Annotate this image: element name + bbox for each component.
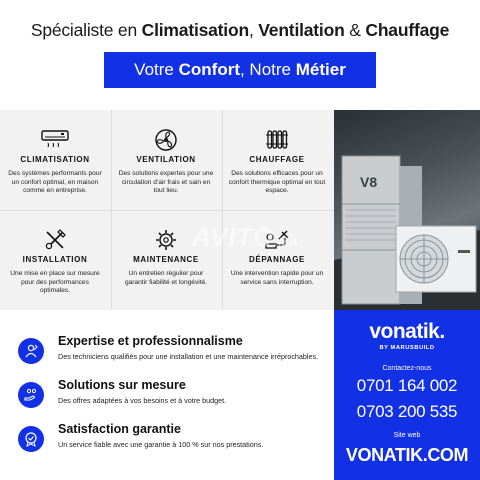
service-desc: Un entretien régulier pour garantir fiabilité et longévité. [124,270,208,286]
air-conditioner-icon [0,128,110,152]
service-title: CLIMATISATION [20,155,90,164]
feature-title: Satisfaction garantie [58,422,181,436]
guarantee-badge-icon [18,426,44,452]
feature-expertise [16,332,332,372]
phone-number-1[interactable]: 0701 164 002 [356,376,458,395]
services-grid [0,110,334,310]
watermark-text: AVITO [192,222,275,252]
service-title: VENTILATION [136,155,196,164]
banner-mid: , Notre [239,60,292,79]
service-desc: Une mise en place sur mesure pour des performances optimales. [10,270,100,295]
phone-number-2[interactable]: 0703 200 535 [356,402,458,421]
headline-sep: & [344,20,366,40]
brand-subtitle: BY MARUSBUILD [379,345,435,351]
service-title: INSTALLATION [22,255,88,264]
service-title: CHAUFFAGE [249,155,305,164]
fan-icon [111,128,221,152]
service-chauffage [222,110,332,210]
slogan-banner [104,52,376,88]
service-title: MAINTENANCE [133,255,199,264]
service-desc: Des solutions expertes pour une circulation d'air frais et sain en tout lieu. [118,170,214,195]
website-label: Site web [393,432,421,439]
feature-desc: Des offres adaptées à vos besoins et à votre budget. [58,396,227,405]
headline-ventilation: Ventilation [258,20,345,40]
headline-sep: , [248,20,259,40]
brand-logo: vonatik. [369,320,445,343]
headline-chauffage: Chauffage [365,20,450,40]
banner-confort: Confort [178,60,240,79]
headline [0,20,480,41]
watermark-suffix: .MA [274,235,300,249]
service-title: DÉPANNAGE [249,255,305,264]
banner-prefix: Votre [134,60,174,79]
tools-icon [0,228,110,252]
feature-title: Solutions sur mesure [58,378,186,392]
banner-metier: Métier [295,60,346,79]
service-climatisation [0,110,110,210]
radiator-icon [222,128,332,152]
website-link[interactable]: VONATIK.COM [345,445,469,465]
headline-climatisation: Climatisation [141,20,249,40]
hvac-units-illustration [334,110,480,310]
feature-title: Expertise et professionnalisme [58,334,243,348]
feature-satisfaction [16,420,332,460]
feature-desc: Un service fiable avec une garantie à 100 % sur nos prestations. [58,440,264,449]
feature-desc: Des techniciens qualifiés pour une installation et une maintenance irréprochables. [58,352,319,361]
unit-logo: V8 [360,174,378,190]
hvac-unit-photo [334,110,480,310]
service-desc: Des systèmes performants pour un confort optimal, en maison comme en entreprise. [8,170,102,195]
service-ventilation [111,110,221,210]
custom-hand-icon [18,382,44,408]
headline-prefix: Spécialiste en [30,20,142,40]
service-desc: Une intervention rapide pour un service sans interruption. [230,270,324,286]
features-section [0,310,334,480]
contact-panel [334,310,480,480]
expert-icon [18,338,44,364]
service-desc: Des solutions efficaces pour un confort thermique optimal en tout espace. [228,170,326,195]
avito-watermark [192,222,299,253]
feature-solutions [16,376,332,416]
service-installation [0,210,110,310]
contact-label: Contactez-nous [382,365,432,372]
